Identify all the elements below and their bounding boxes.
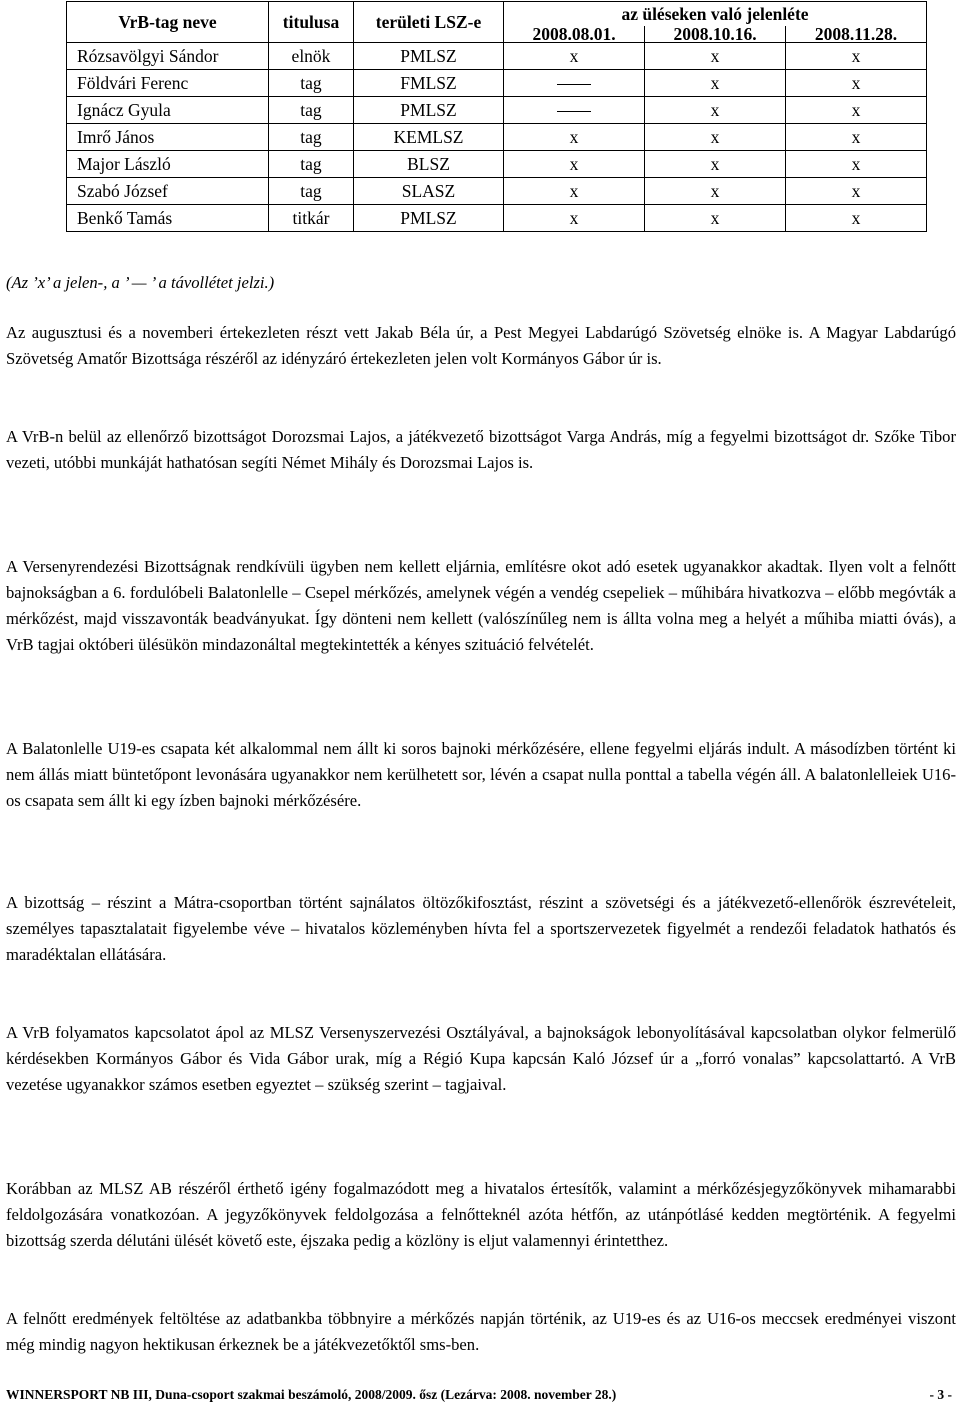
paragraph-balatonlelle: A Balatonlelle U19-es csapata két alkalommal nem állt ki soros bajnoki mérkőzésére, ellene fegyelmi eljárás indult. A másodízben történt ki nem állás miatt büntetőpont levonására ugyanakkor nem kerülhetett sor, lévén a csapat nulla ponttal a tabella végén áll. A balatonlelleiek U16-os csapata sem állt ki egy ízben bajnoki mérkőzésére. <box>6 739 956 810</box>
cell-title: tag <box>269 178 354 205</box>
paragraph-guests: Az augusztusi és a novemberi értekezleten részt vett Jakab Béla úr, a Pest Megyei Labdarúgó Szövetség elnöke is. A Magyar Labdarúgó Szövetség Amatőr Bizottsága részéről az idényzáró értekezleten jelen volt Kormányos Gábor úr is. <box>6 323 956 368</box>
page-number: - 3 - <box>929 1387 952 1402</box>
cell-attendance-1 <box>504 70 645 97</box>
cell-attendance-2: x <box>645 43 786 70</box>
cell-name: Rózsavölgyi Sándor <box>67 43 269 70</box>
attendance-table-body <box>67 43 927 232</box>
paragraph-reports: Korábban az MLSZ AB részéről érthető igény fogalmazódott meg a hivatalos értesítők, valamint a mérkőzésjegyzőkönyvek mihamarabbi feldolgozására vonatkozóan. A jegyzőkönyvek feldolgozása a felnőtteknél azóta hétfőn, az utánpótlásé kedden megtörténik. A fegyelmi bizottság szerda délutáni ülését követő este, éjszaka pedig a közlöny is eljut valamennyi érintetthez. <box>6 1179 956 1250</box>
cell-attendance-2: x <box>645 124 786 151</box>
cell-name: Szabó József <box>67 178 269 205</box>
page-footer <box>6 1386 952 1404</box>
cell-name: Benkő Tamás <box>67 205 269 232</box>
header-title: titulusa <box>269 2 354 43</box>
cell-title: titkár <box>269 205 354 232</box>
table-row <box>67 97 927 124</box>
header-date-2: 2008.10.16. <box>645 26 786 43</box>
cell-attendance-3: x <box>786 151 927 178</box>
cell-attendance-1: x <box>504 205 645 232</box>
table-legend: (Az ’x’ a jelen-, a ’ — ’ a távollétet jelzi.) <box>6 273 275 292</box>
table-row <box>67 178 927 205</box>
paragraph-competition-committee: A Versenyrendezési Bizottságnak rendkívüli ügyben nem kellett eljárnia, említésre okot adó esetek ugyanakkor akadtak. Ilyen volt a felnőtt bajnokságban a 6. fordulóbeli Balatonlelle – Csepel mérkőzés, amelynek végén a vendég csepeliek – műhibára hivatkozva – előbb megóvták a mérkőzést, majd visszavonták beadványukat. Így dönteni nem kellett (valószínűleg nem is állta volna meg a helyét a műhiba miatti óvás), a VrB tagjai októberi ülésükön mindazonáltal megtekintették a kényes szituáció felvételét. <box>6 557 956 654</box>
absence-dash <box>557 84 591 85</box>
paragraph-committees: A VrB-n belül az ellenőrző bizottságot Dorozsmai Lajos, a játékvezető bizottságot Varga András, míg a fegyelmi bizottságot dr. Szőke Tibor vezeti, utóbbi munkáját hathatósan segíti Német Mihály és Dorozsmai Lajos is. <box>6 427 956 472</box>
attendance-table <box>66 1 927 232</box>
cell-attendance-3: x <box>786 70 927 97</box>
cell-attendance-2: x <box>645 178 786 205</box>
absence-dash <box>557 111 591 112</box>
cell-region: SLASZ <box>354 178 504 205</box>
cell-region: KEMLSZ <box>354 124 504 151</box>
cell-attendance-3: x <box>786 43 927 70</box>
cell-title: elnök <box>269 43 354 70</box>
table-row <box>67 205 927 232</box>
cell-attendance-3: x <box>786 178 927 205</box>
header-date-1: 2008.08.01. <box>504 26 645 43</box>
cell-region: PMLSZ <box>354 43 504 70</box>
cell-title: tag <box>269 97 354 124</box>
cell-attendance-2: x <box>645 151 786 178</box>
cell-attendance-3: x <box>786 97 927 124</box>
cell-attendance-3: x <box>786 205 927 232</box>
table-row <box>67 124 927 151</box>
table-row <box>67 43 927 70</box>
header-date-3: 2008.11.28. <box>786 26 927 43</box>
cell-attendance-2: x <box>645 70 786 97</box>
cell-name: Ignácz Gyula <box>67 97 269 124</box>
cell-attendance-2: x <box>645 97 786 124</box>
cell-attendance-1: x <box>504 43 645 70</box>
paragraph-notice: A bizottság – részint a Mátra-csoportban történt sajnálatos öltözőkifosztást, részint a szövetségi és a játékvezető-ellenőrök észrevételeit, személyes tapasztalatait figyelembe véve – hivatalos közleményben hívta fel a sportszervezetek figyelmét a rendezői feladatok hathatós és maradéktalan ellátására. <box>6 893 956 964</box>
paragraph-mlsz-contact: A VrB folyamatos kapcsolatot ápol az MLSZ Versenyszervezési Osztályával, a bajnokságok lebonyolításával kapcsolatban olykor felmerülő kérdésekben Kormányos Gábor és Vida Gábor urak, míg a Régió Kupa kapcsán Kaló József úr a „forró vonalas” kapcsolattartó. A VrB vezetése ugyanakkor számos esetben egyeztet – szükség szerint – tagjaival. <box>6 1023 956 1094</box>
cell-title: tag <box>269 124 354 151</box>
table-row <box>67 70 927 97</box>
cell-attendance-1 <box>504 97 645 124</box>
cell-region: FMLSZ <box>354 70 504 97</box>
header-name: VrB-tag neve <box>67 2 269 43</box>
cell-attendance-2: x <box>645 205 786 232</box>
cell-region: BLSZ <box>354 151 504 178</box>
cell-region: PMLSZ <box>354 97 504 124</box>
cell-region: PMLSZ <box>354 205 504 232</box>
cell-attendance-1: x <box>504 178 645 205</box>
cell-name: Imrő János <box>67 124 269 151</box>
footer-title: WINNERSPORT NB III, Duna-csoport szakmai beszámoló, 2008/2009. ősz (Lezárva: 2008. november 28.) <box>6 1387 617 1402</box>
cell-name: Major László <box>67 151 269 178</box>
cell-title: tag <box>269 70 354 97</box>
header-region: területi LSZ-e <box>354 2 504 43</box>
header-attendance: az üléseken való jelenléte <box>504 2 927 27</box>
table-row <box>67 151 927 178</box>
cell-attendance-3: x <box>786 124 927 151</box>
cell-attendance-1: x <box>504 151 645 178</box>
paragraph-results-upload: A felnőtt eredmények feltöltése az adatbankba többnyire a mérkőzés napján történik, az U19-es és az U16-os meccsek eredményei viszont még mindig nagyon hektikusan érkeznek be a játékvezetőktől sms-ben. <box>6 1309 956 1354</box>
cell-attendance-1: x <box>504 124 645 151</box>
cell-title: tag <box>269 151 354 178</box>
cell-name: Földvári Ferenc <box>67 70 269 97</box>
